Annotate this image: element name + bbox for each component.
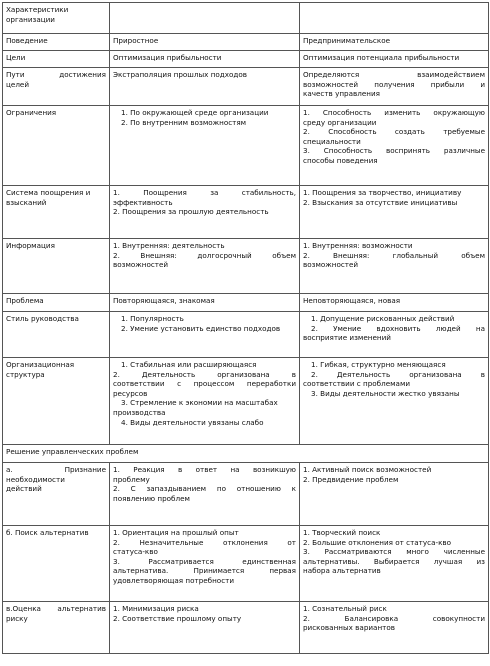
list-item: 2. Деятельность организована в bbox=[311, 369, 485, 379]
list-item: ресурсов bbox=[113, 388, 148, 398]
list-item: 1. Внутренняя: возможности bbox=[303, 241, 413, 250]
cell-incremental bbox=[110, 51, 300, 68]
list-item: 1. Творческий поиск bbox=[303, 528, 381, 537]
cell-text: Поведение bbox=[6, 36, 48, 45]
cell-text: в.Оценка альтернатив bbox=[6, 604, 106, 613]
table-row-information bbox=[3, 239, 489, 294]
table-row-alternatives bbox=[3, 526, 489, 602]
list-item: 1. Внутренняя: деятельность bbox=[113, 241, 225, 250]
cell-text: Цели bbox=[6, 53, 26, 62]
section-title: Решение управленческих проблем bbox=[6, 447, 139, 456]
list-item: 3. Рассматриваются много численные bbox=[303, 547, 485, 557]
cell-text: Пути достижения bbox=[6, 70, 106, 79]
cell-text: целей bbox=[6, 79, 30, 89]
cell-text: Ограничения bbox=[6, 108, 57, 117]
list-item: 2. Деятельность организована в bbox=[113, 369, 296, 379]
cell-entrepreneurial bbox=[300, 294, 489, 312]
list-item: 1. Способность изменить окружающую bbox=[303, 108, 485, 117]
list-item: производства bbox=[113, 407, 166, 417]
cell-label bbox=[3, 294, 110, 312]
list-item: возможностей bbox=[113, 260, 169, 270]
list-item: 1. Гибкая, структурно меняющаяся bbox=[311, 360, 446, 369]
list-item: 3. Способность воспринять различные bbox=[303, 146, 485, 156]
comparison-table bbox=[2, 2, 489, 654]
cell-incremental bbox=[110, 602, 300, 654]
cell-text: Организационная bbox=[6, 360, 75, 369]
list-item: 4. Виды деятельности увязаны слабо bbox=[121, 417, 264, 427]
cell-text: б. Поиск альтернатив bbox=[6, 528, 89, 537]
table-row-section bbox=[3, 445, 489, 463]
cell-text: Оптимизация прибыльности bbox=[113, 53, 222, 62]
list-item: удовлетворяющая потребности bbox=[113, 575, 235, 585]
list-item: 1. По окружающей среде организации bbox=[121, 108, 269, 117]
cell-label bbox=[3, 68, 110, 106]
list-item: 1. Стабильная или расширяющаяся bbox=[121, 360, 257, 369]
cell-text: Информация bbox=[6, 241, 55, 250]
cell-text: возможностей получения прибыли и bbox=[303, 79, 485, 89]
list-item: 2. Большие отклонения от статуса-кво bbox=[303, 537, 452, 547]
list-item: альтернативы. Выбирается лучшая из bbox=[303, 556, 485, 566]
section-header bbox=[3, 445, 489, 463]
list-item: набора альтернатив bbox=[303, 566, 381, 576]
list-item: 1. Сознательный риск bbox=[303, 604, 387, 613]
table-row-problem bbox=[3, 294, 489, 312]
cell-entrepreneurial bbox=[300, 68, 489, 106]
cell-entrepreneurial bbox=[300, 312, 489, 358]
table-row-recognition bbox=[3, 463, 489, 526]
cell-incremental bbox=[110, 312, 300, 358]
cell-text: организации bbox=[6, 14, 55, 24]
cell-text: Проблема bbox=[6, 296, 44, 305]
cell-label bbox=[3, 312, 110, 358]
cell-label bbox=[3, 186, 110, 239]
cell-text: Система поощрения и bbox=[6, 188, 91, 197]
list-item: 1. Поощрения за творчество, инициативу bbox=[303, 188, 462, 197]
cell-text: качеств управления bbox=[303, 89, 380, 99]
cell-empty bbox=[110, 3, 300, 34]
cell-label bbox=[3, 526, 110, 602]
table-row-incentives bbox=[3, 186, 489, 239]
list-item: 2. По внутренним возможностям bbox=[121, 117, 247, 127]
list-item: способы поведения bbox=[303, 155, 378, 165]
cell-incremental bbox=[110, 68, 300, 106]
cell-entrepreneurial bbox=[300, 463, 489, 526]
cell-entrepreneurial bbox=[300, 358, 489, 445]
list-item: 2. Предвидение проблем bbox=[303, 474, 399, 484]
cell-label bbox=[3, 602, 110, 654]
list-item: 2. Соответствие прошлому опыту bbox=[113, 613, 242, 623]
cell-incremental bbox=[110, 294, 300, 312]
cell-text: Предпринимательское bbox=[303, 36, 391, 45]
list-item: специальности bbox=[303, 136, 361, 146]
list-item: 2. Балансировка совокупности bbox=[303, 613, 485, 623]
table-row-evaluation bbox=[3, 602, 489, 654]
cell-entrepreneurial bbox=[300, 526, 489, 602]
cell-text: Определяются взаимодействием bbox=[303, 70, 485, 79]
cell-label bbox=[3, 358, 110, 445]
cell-incremental bbox=[110, 239, 300, 294]
cell-incremental bbox=[110, 34, 300, 51]
cell-label bbox=[3, 51, 110, 68]
table-row-constraints bbox=[3, 106, 489, 186]
cell-entrepreneurial bbox=[300, 34, 489, 51]
table-row-header bbox=[3, 3, 489, 34]
cell-text: структура bbox=[6, 369, 45, 379]
table-row-leadership bbox=[3, 312, 489, 358]
cell-entrepreneurial bbox=[300, 51, 489, 68]
list-item: 1. Активный поиск возможностей bbox=[303, 465, 432, 474]
list-item: 2. Внешняя: долгосрочный объем bbox=[113, 250, 296, 260]
cell-label bbox=[3, 463, 110, 526]
list-item: появлению проблем bbox=[113, 493, 190, 503]
list-item: 2. Умение установить единство подходов bbox=[121, 323, 281, 333]
list-item: альтернатива. Принимается первая bbox=[113, 566, 296, 576]
list-item: соответствии с процессом переработки bbox=[113, 379, 296, 389]
cell-label bbox=[3, 106, 110, 186]
list-item: 3. Виды деятельности жестко увязаны bbox=[311, 388, 460, 398]
list-item: 2. Умение вдохновить людей на bbox=[311, 323, 485, 333]
list-item: соответствии с проблемами bbox=[303, 379, 411, 389]
cell-label bbox=[3, 239, 110, 294]
list-item: 3. Рассматривается единственная bbox=[113, 556, 296, 566]
table-row-behavior bbox=[3, 34, 489, 51]
list-item: 1. Реакция в ответ на возникшую bbox=[113, 465, 296, 474]
cell-characteristics-header bbox=[3, 3, 110, 34]
cell-entrepreneurial bbox=[300, 186, 489, 239]
document-page bbox=[2, 2, 488, 654]
cell-entrepreneurial bbox=[300, 239, 489, 294]
cell-text: риску bbox=[6, 613, 28, 623]
list-item: 2. Внешняя: глобальный объем bbox=[303, 250, 485, 260]
list-item: 1. Допущение рискованных действий bbox=[311, 314, 455, 323]
cell-incremental bbox=[110, 358, 300, 445]
list-item: восприятие изменений bbox=[303, 333, 391, 343]
list-item: 2. Поощрения за прошлую деятельность bbox=[113, 207, 269, 217]
cell-text: Оптимизация потенциала прибыльности bbox=[303, 53, 460, 62]
list-item: 2. Незначительные отклонения от bbox=[113, 537, 296, 547]
list-item: 2. Взыскания за отсутствие инициативы bbox=[303, 197, 458, 207]
cell-incremental bbox=[110, 526, 300, 602]
cell-text: а. Признание bbox=[6, 465, 106, 474]
list-item: возможностей bbox=[303, 260, 359, 270]
cell-incremental bbox=[110, 186, 300, 239]
list-item: статуса-кво bbox=[113, 547, 158, 557]
list-item: рискованных вариантов bbox=[303, 623, 395, 633]
cell-label bbox=[3, 34, 110, 51]
table-row-goals bbox=[3, 51, 489, 68]
cell-entrepreneurial bbox=[300, 106, 489, 186]
cell-text: действий bbox=[6, 484, 42, 494]
cell-text: Стиль руководства bbox=[6, 314, 79, 323]
cell-incremental bbox=[110, 106, 300, 186]
list-item: 1. Поощрения за стабильность, bbox=[113, 188, 296, 197]
cell-text: Экстраполяция прошлых подходов bbox=[113, 70, 248, 79]
cell-text: взысканий bbox=[6, 197, 47, 207]
table-row-structure bbox=[3, 358, 489, 445]
list-item: 1. Популярность bbox=[121, 314, 184, 323]
list-item: среду организации bbox=[303, 117, 377, 127]
cell-text: Характеристики bbox=[6, 5, 69, 14]
cell-incremental bbox=[110, 463, 300, 526]
list-item: 3. Стремление к экономии на масштабах bbox=[121, 398, 278, 408]
cell-entrepreneurial bbox=[300, 602, 489, 654]
list-item: проблему bbox=[113, 474, 150, 484]
list-item: 1. Минимизация риска bbox=[113, 604, 199, 613]
list-item: эффективность bbox=[113, 197, 173, 207]
list-item: 1. Ориентация на прошлый опыт bbox=[113, 528, 239, 537]
cell-text: Неповторяющаяся, новая bbox=[303, 296, 401, 305]
table-row-paths bbox=[3, 68, 489, 106]
cell-text: Повторяющаяся, знакомая bbox=[113, 296, 215, 305]
cell-text: необходимости bbox=[6, 474, 65, 484]
list-item: 2. С запаздыванием по отношению к bbox=[113, 484, 296, 494]
list-item: 2. Способность создать требуемые bbox=[303, 127, 485, 137]
cell-text: Приростное bbox=[113, 36, 159, 45]
cell-empty bbox=[300, 3, 489, 34]
